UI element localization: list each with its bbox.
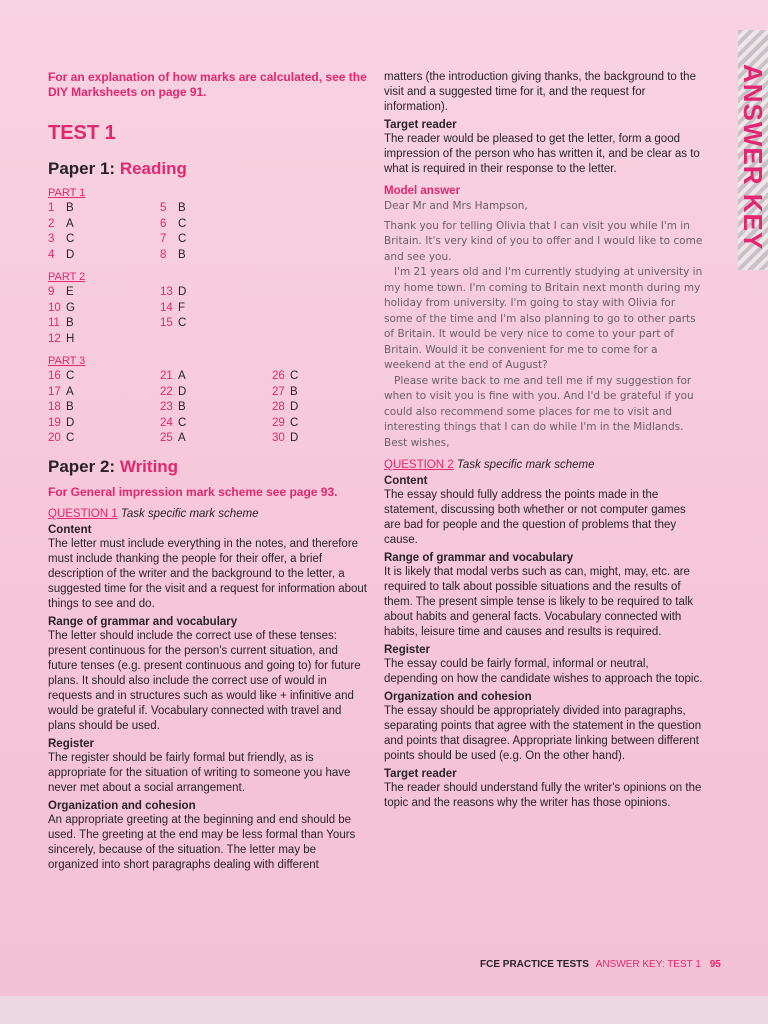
answer-number: 7 [160,233,167,245]
answer-item [160,217,186,232]
answer-number: 1 [48,202,55,214]
answer-item [48,248,74,263]
paper1-title [48,159,368,179]
answer-item [160,316,186,331]
answer-letter: B [178,401,186,413]
intro-note: For an explanation of how marks are calculated, see the DIY Marksheets on page 91. [48,70,367,99]
answer-item [160,285,186,300]
answer-number: 17 [48,385,61,398]
answer-item [160,400,186,415]
q1-content-heading: Content [48,524,92,536]
q1-register-text: The register should be fairly formal but friendly, as is appropriate for the situation of writing to someone you have never met about a social arrangement. [48,752,351,794]
answer-letter: D [178,385,187,398]
answer-number: 3 [48,233,55,245]
answer-number: 2 [48,217,55,230]
question2-subtitle: Task specific mark scheme [456,459,595,471]
q2-range-heading: Range of grammar and vocabulary [384,552,574,564]
answer-letter: D [290,432,299,444]
answer-number: 26 [272,370,285,382]
answer-item [160,232,186,247]
q1-target-text: The reader would be pleased to get the letter, form a good impression of the person who has written it, and be clear as to what is required in their response to the letter. [384,133,700,175]
answer-letter: A [66,217,74,230]
q1-range-text: The letter should include the correct use of these tenses: present continuous for the person's current situation, and future tenses (e.g. present continuous and going to) for future plans. It should also include the correct use of would in requests and in structures such as would like + infinitive and would be grateful if. Vocabulary connected with travel and plans should be used. [48,630,361,732]
answer-letter: B [66,317,74,329]
answer-letter: A [178,432,186,444]
answer-letter: H [66,332,75,345]
answer-number: 19 [48,416,61,429]
paper1-prefix: Paper 1: [48,159,116,178]
q2-register-text: The essay could be fairly formal, informal or neutral, depending on how the candidate wishes to approach the topic. [384,658,703,685]
general-impression-note: For General impression mark scheme see page 93. [48,485,338,499]
answer-item [48,201,74,216]
answer-item [48,332,74,347]
answer-number: 24 [160,416,173,429]
q1-range-heading: Range of grammar and vocabulary [48,616,238,628]
answer-number: 27 [272,385,285,398]
left-column [48,70,368,873]
question1-subtitle: Task specific mark scheme [120,508,259,520]
part1-label: PART 1 [48,187,86,199]
answer-letter: B [290,385,298,398]
answer-item [160,369,186,384]
q1-content-text: The letter must include everything in the notes, and therefore must include thanking the people for their offer, a brief description of the writer and the background to the letter, a suggested time for the visit and a request for information about things to see and do. [48,538,367,610]
answer-letter: B [66,202,74,214]
footer-series: FCE PRACTICE TESTS [480,959,589,970]
answer-number: 15 [160,317,173,329]
part1-answers [48,201,368,261]
answer-letter: C [178,217,187,230]
answer-number: 21 [160,370,173,382]
answer-letter: B [66,401,74,413]
paper2-name: Writing [119,457,179,476]
answer-number: 29 [272,416,285,429]
answer-item [160,201,186,216]
answer-item [160,431,186,446]
answer-letter: E [66,286,74,298]
answer-item [272,369,298,384]
answer-item [160,416,186,431]
right-column [384,70,704,811]
answer-number: 30 [272,432,285,444]
footer-section: ANSWER KEY: TEST 1 [595,959,701,970]
answer-number: 25 [160,432,173,444]
bottom-margin [0,996,768,1024]
answer-number: 22 [160,385,173,398]
answer-letter: B [178,202,186,214]
q1-org-text: An appropriate greeting at the beginning and end should be used. The greeting at the end may be less formal than Yours sincerely, because of the situation. The letter may be organized into short paragraphs dealing with different [48,814,356,871]
answer-number: 6 [160,217,167,230]
page-footer [480,959,721,970]
q1-target-heading: Target reader [384,119,457,131]
q2-target-heading: Target reader [384,768,457,780]
part2-label: PART 2 [48,271,86,283]
answer-letter: C [178,233,187,245]
answer-item [160,301,185,316]
answer-letter: C [290,370,299,382]
q2-target-text: The reader should understand fully the writer's opinions on the topic and the reasons why the writer has those opinions. [384,782,702,809]
model-closing: Best wishes, [384,436,450,449]
answer-number: 8 [160,248,167,261]
question1-heading [48,508,368,520]
answer-letter: G [66,301,75,314]
answer-number: 12 [48,332,61,345]
answer-item [48,285,74,300]
answer-item [160,385,186,400]
q1-register-heading: Register [48,738,95,750]
answer-item [48,232,74,247]
answer-item [48,301,75,316]
answer-number: 4 [48,248,55,261]
question2-heading [384,459,704,471]
q1-org-text-continued: matters (the introduction giving thanks, the background to the visit and a suggested time for it, and the request for information). [384,71,696,113]
question2-label: QUESTION 2 [384,459,454,471]
answer-letter: D [66,248,75,261]
answer-letter: C [178,416,187,429]
answer-item [272,416,298,431]
answer-number: 16 [48,370,61,382]
model-paragraph-2: I'm 21 years old and I'm currently studying at university in my home town. I'm coming to Britain next month during my holiday from university. I'm going to stay with Olivia for some of the time and I'm also planning to go to other parts of Britain. It would be very nice to come to your part of Britain. Would it be convenient for me to come for a weekend at the end of August? [384,266,703,371]
answer-number: 18 [48,401,61,413]
answer-number: 9 [48,286,55,298]
q2-range-text: It is likely that modal verbs such as can, might, may, etc. are required to talk about possible situations and the results of them. The present simple tense is likely to be required to talk about habits and general facts. Vocabulary connected with habits, leisure time and causes and results is required. [384,566,694,638]
answer-letter: D [178,286,187,298]
answer-letter: A [66,385,74,398]
part3-answers [48,369,368,447]
answer-item [48,416,74,431]
answer-letter: A [178,370,186,382]
q2-content-text: The essay should fully address the points made in the statement, discussing both whether or not computer games are bad for people and the question of problems that they cause. [384,489,686,546]
question1-label: QUESTION 1 [48,508,118,520]
answer-item [272,431,298,446]
answer-letter: C [178,317,187,329]
answer-item [48,400,74,415]
q2-org-heading: Organization and cohesion [384,691,532,703]
model-paragraph-3: Please write back to me and tell me if my suggestion for when to visit you is fine with you. And I'd be grateful if you could also recommend some places for me to visit and interesting things that I can do while I'm in the Midlands. [384,374,694,433]
answer-item [272,385,298,400]
answer-number: 5 [160,202,167,214]
test-title: TEST 1 [48,122,116,144]
model-paragraph-1: Thank you for telling Olivia that I can visit you while I'm in Britain. It's very kind of you to offer and I would like to come and see you. [384,219,703,263]
answer-number: 10 [48,301,61,314]
answer-number: 11 [48,317,60,329]
model-greeting: Dear Mr and Mrs Hampson, [384,200,528,212]
answer-item [48,316,74,331]
answer-number: 14 [160,301,173,314]
answer-letter: B [178,248,186,261]
footer-page-number: 95 [709,959,721,970]
answer-item [48,217,74,232]
answer-number: 28 [272,401,285,413]
answer-letter: C [66,370,75,382]
answer-item [48,385,74,400]
answer-number: 20 [48,432,61,444]
q1-org-heading: Organization and cohesion [48,800,196,812]
answer-letter: F [178,301,186,314]
q2-org-text: The essay should be appropriately divided into paragraphs, separating points that agree with the statement in the question and points that disagree. Appropriate linking between different points should be used (e.g. On the other hand). [384,705,702,762]
paper2-prefix: Paper 2: [48,457,116,476]
answer-number: 23 [160,401,173,413]
answer-item [272,400,298,415]
model-answer-heading: Model answer [384,185,461,197]
answer-item [48,431,74,446]
q2-content-heading: Content [384,475,428,487]
answer-letter: C [66,432,75,444]
answer-letter: D [66,416,75,429]
answer-item [48,369,74,384]
answer-letter: C [290,416,299,429]
answer-letter: C [66,233,75,245]
side-tab-label: ANSWER KEY [738,64,768,251]
answer-item [160,248,186,263]
part3-label: PART 3 [48,355,86,367]
paper2-title [48,457,368,477]
answer-number: 13 [160,286,173,298]
q2-register-heading: Register [384,644,431,656]
part2-answers [48,285,368,345]
answer-letter: D [290,401,299,413]
paper1-name: Reading [119,159,187,178]
